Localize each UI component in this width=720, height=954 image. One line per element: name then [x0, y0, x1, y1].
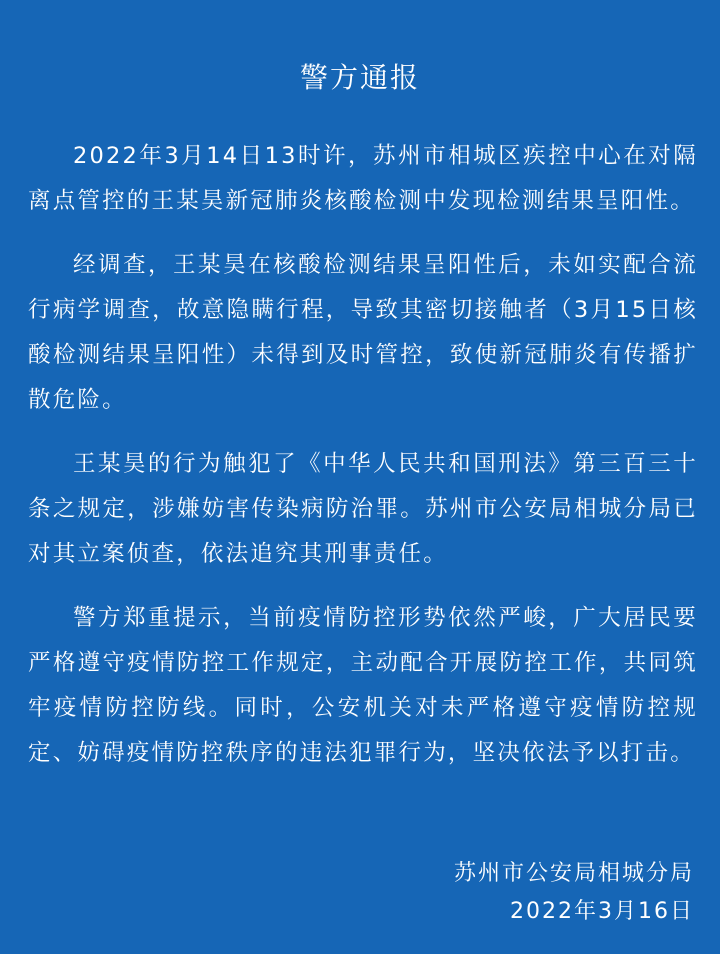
notice-paragraph-3: 王某昊的行为触犯了《中华人民共和国刑法》第三百三十条之规定，涉嫌妨害传染病防治罪。苏州市公安局相城分局已对其立案侦查，依法追究其刑事责任。	[28, 451, 698, 567]
notice-title: 警方通报	[299, 61, 420, 94]
issuer-name: 苏州市公安局相城分局	[453, 861, 694, 886]
notice-body	[28, 134, 698, 795]
issue-date: 2022年3月16日	[510, 899, 694, 924]
notice-paragraph-2: 经调查，王某昊在核酸检测结果呈阳性后，未如实配合流行病学调查，故意隐瞒行程，导致其密切接触者（3月15日核酸检测结果呈阳性）未得到及时管控，致使新冠肺炎有传播扩散危险。	[28, 252, 698, 413]
notice-paragraph-1: 2022年3月14日13时许，苏州市相城区疾控中心在对隔离点管控的王某昊新冠肺炎核酸检测中发现检测结果呈阳性。	[28, 143, 698, 214]
notice-signature	[454, 855, 694, 931]
notice-paragraph-4: 警方郑重提示，当前疫情防控形势依然严峻，广大居民要严格遵守疫情防控工作规定，主动配合开展防控工作，共同筑牢疫情防控防线。同时，公安机关对未严格遵守疫情防控规定、妨碍疫情防控秩序的违法犯罪行为，坚决依法予以打击。	[28, 605, 698, 766]
